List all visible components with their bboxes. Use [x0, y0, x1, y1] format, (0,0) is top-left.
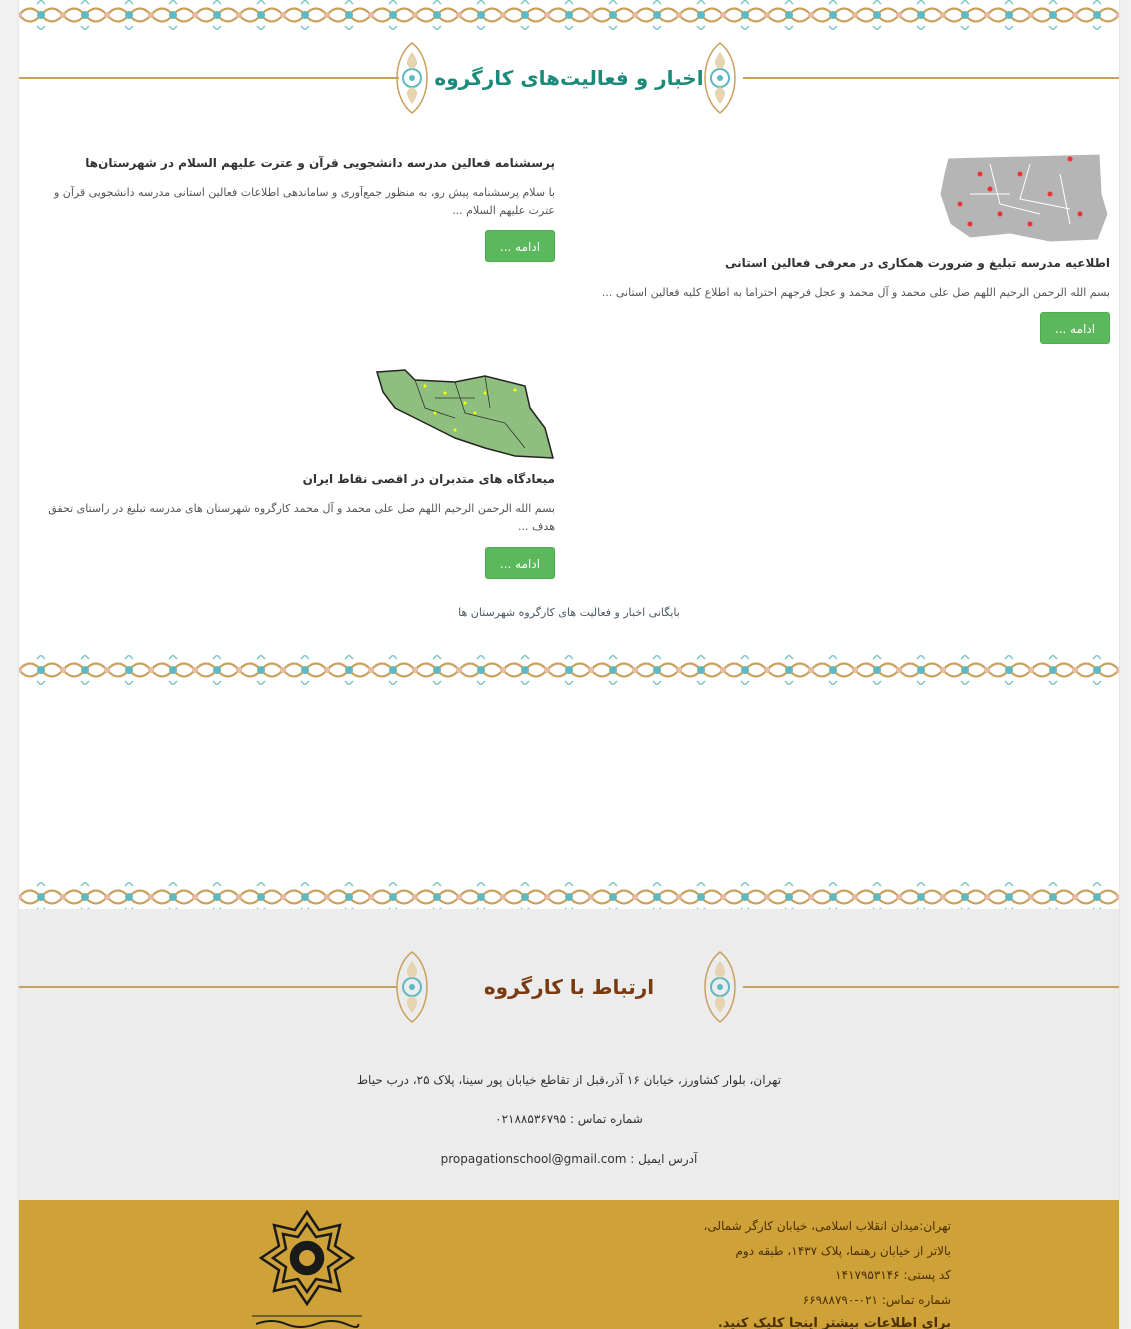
arabesque-border-icon — [19, 655, 1119, 685]
footer-address-block — [591, 1214, 951, 1329]
news-card-2 — [39, 150, 555, 270]
news-card-3 — [39, 368, 555, 583]
news-card-3-excerpt: بسم الله الرحمن الرحیم اللهم صل علی محمد و آل محمد کارگروه شهرستان های مدرسه تبلیغ در راستای تحقق هدف ... — [48, 502, 555, 533]
news-archive-link[interactable]: بایگانی اخبار و فعالیت های کارگروه شهرستان ها — [458, 606, 680, 619]
footer-phone-value: ۰۲۱-۶۶۹۸۸۷۹۰ — [802, 1292, 878, 1307]
contact-address: تهران، بلوار کشاورز، خیابان ۱۶ آذر،قبل از تقاطع خیابان پور سینا، پلاک ۲۵، درب حیاط — [356, 1073, 782, 1087]
title-rule-left — [19, 986, 399, 988]
star-rosette-logo-icon — [252, 1208, 362, 1329]
footer-postal-label: کد پستی: — [903, 1268, 951, 1282]
contact-email-label: آدرس ایمیل : — [630, 1152, 698, 1166]
news-card-1-title[interactable]: اطلاعیه مدرسه تبلیغ و ضرورت همکاری در معرفی فعالین استانی — [725, 256, 1110, 270]
decorative-border-contact — [19, 882, 1119, 912]
iran-map-green-icon — [375, 368, 555, 460]
contact-section — [19, 909, 1119, 1200]
news-card-3-title[interactable]: میعادگاه های متدبران در اقصی نقاط ایران — [302, 472, 555, 486]
contact-phone-label: شماره تماس : — [569, 1112, 643, 1126]
contact-phone-value[interactable]: ۰۲۱۸۸۵۳۶۷۹۵ — [495, 1112, 567, 1126]
contact-email-value[interactable]: propagationschool@gmail.com — [440, 1152, 627, 1166]
news-card-1-excerpt: بسم الله الرحمن الرحیم اللهم صل علی محمد و آل محمد و عجل فرجهم احتراما به اطلاع کلیه فعالین استانی ... — [601, 286, 1110, 299]
contact-section-title: ارتباط با کارگروه — [483, 975, 655, 999]
arabesque-border-icon — [19, 882, 1119, 912]
footer — [19, 1200, 1119, 1329]
decorative-border-top — [19, 0, 1119, 30]
contact-email — [19, 1152, 1119, 1166]
footer-phone-label: شماره تماس: — [881, 1292, 951, 1307]
decorative-border-middle — [19, 655, 1119, 685]
page — [19, 0, 1119, 1329]
news-section-title: اخبار و فعالیت‌های کارگروه — [434, 66, 704, 90]
title-rule-left — [19, 77, 399, 79]
footer-postal-value: ۱۴۱۷۹۵۳۱۴۶ — [835, 1268, 900, 1282]
footer-more-info-link[interactable]: برای اطلاعات بیشتر اینجا کلیک کنید. — [717, 1316, 951, 1329]
footer-address-line1: تهران:میدان انقلاب اسلامی، خیابان کارگر شمالی، — [703, 1219, 951, 1233]
map-gray-icon — [930, 154, 1110, 244]
news-card-1 — [579, 150, 1110, 350]
news-card-3-more-button[interactable]: ادامه ... — [485, 547, 555, 579]
news-card-1-more-button[interactable]: ادامه ... — [1040, 312, 1110, 344]
news-card-2-title[interactable]: پرسشنامه فعالین مدرسه دانشجویی قرآن و عترت علیهم السلام در شهرستان‌ها — [85, 156, 555, 170]
contact-section-header — [19, 947, 1119, 1027]
footer-phone — [591, 1288, 951, 1313]
footer-address-line2: بالاتر از خیابان رهنما، پلاک ۱۴۳۷، طبقه دوم — [735, 1243, 951, 1258]
arabesque-border-icon — [19, 0, 1119, 30]
contact-phone — [19, 1112, 1119, 1126]
news-card-2-more-button[interactable]: ادامه ... — [485, 230, 555, 262]
news-card-2-excerpt: با سلام پرسشنامه پیش رو، به منظور جمع‌آوری و ساماندهی اطلاعات فعالین استانی مدرسه دانشجویی قرآن و عترت علیهم السلام ... — [53, 186, 555, 217]
title-rule-right — [743, 986, 1119, 988]
news-section-header — [19, 38, 1119, 118]
title-rule-right — [743, 77, 1119, 79]
footer-postal — [591, 1263, 951, 1288]
